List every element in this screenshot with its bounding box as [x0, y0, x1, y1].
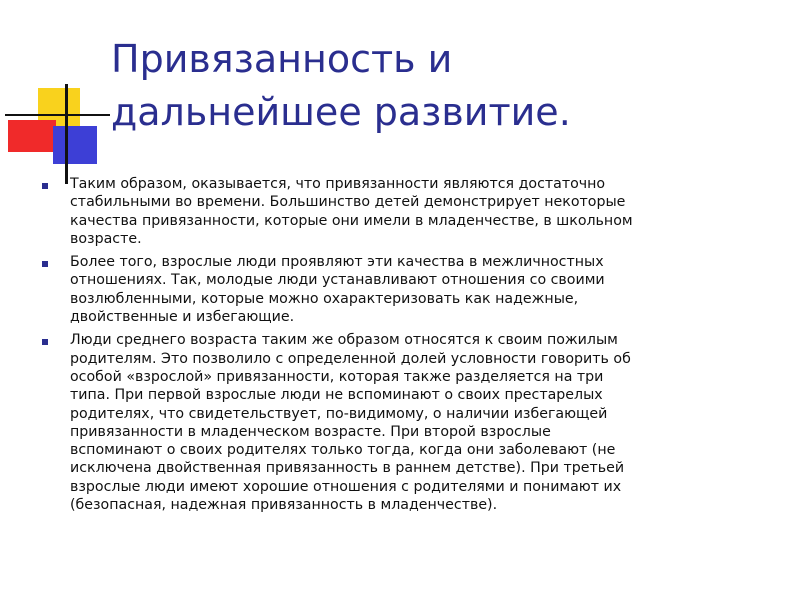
text-line: возрасте.	[70, 230, 142, 247]
bullet-item	[42, 331, 784, 514]
text-line: двойственные и избегающие.	[70, 309, 295, 326]
text-line: качества привязанности, которые они имели в младенчестве, в школьном	[70, 212, 633, 229]
square-bullet-icon	[42, 339, 48, 345]
bullet-paragraph	[70, 331, 784, 514]
red-rectangle	[8, 120, 56, 152]
text-line: (безопасная, надежная привязанность в младенчестве).	[70, 497, 498, 514]
bullet-paragraph	[70, 175, 784, 248]
title-line: дальнейшее развитие.	[111, 90, 571, 134]
text-line: особой «взрослой» привязанности, которая также разделяется на три	[70, 368, 604, 385]
text-line: Более того, взрослые люди проявляют эти качества в межличностных	[70, 254, 604, 271]
text-line: Люди среднего возраста таким же образом относятся к своим пожилым	[70, 332, 618, 349]
square-bullet-icon	[42, 183, 48, 189]
square-bullet-icon	[42, 261, 48, 267]
text-line: отношениях. Так, молодые люди устанавливают отношения со своими	[70, 272, 605, 289]
text-line: родителях, что свидетельствует, по-видимому, о наличии избегающей	[70, 405, 608, 422]
vertical-line	[65, 84, 68, 184]
bullet-item	[42, 253, 784, 326]
decorative-logo	[0, 0, 120, 180]
text-line: взрослые люди имеют хорошие отношения с родителями и понимают их	[70, 478, 622, 495]
text-line: вспоминают о своих родителях только тогда, когда они заболевают (не	[70, 442, 616, 459]
title-line: Привязанность и	[111, 37, 453, 81]
blue-square	[53, 126, 97, 164]
text-line: Таким образом, оказывается, что привязанности являются достаточно	[70, 176, 606, 192]
text-line: стабильными во времени. Большинство детей демонстрирует некоторые	[70, 194, 626, 211]
horizontal-line	[5, 114, 110, 116]
text-line: типа. При первой взрослые люди не вспоминают о своих престарелых	[70, 387, 603, 404]
text-line: привязанности в младенческом возрасте. При второй взрослые	[70, 423, 551, 440]
bullet-paragraph	[70, 253, 784, 326]
text-line: возлюбленными, которые можно охарактеризовать как надежные,	[70, 290, 579, 307]
text-line: исключена двойственная привязанность в раннем детстве). При третьей	[70, 460, 625, 477]
text-line: родителям. Это позволило с определенной долей условности говорить об	[70, 350, 631, 367]
bullet-item	[42, 175, 784, 248]
slide-title	[111, 33, 791, 139]
bullet-list	[42, 175, 784, 519]
